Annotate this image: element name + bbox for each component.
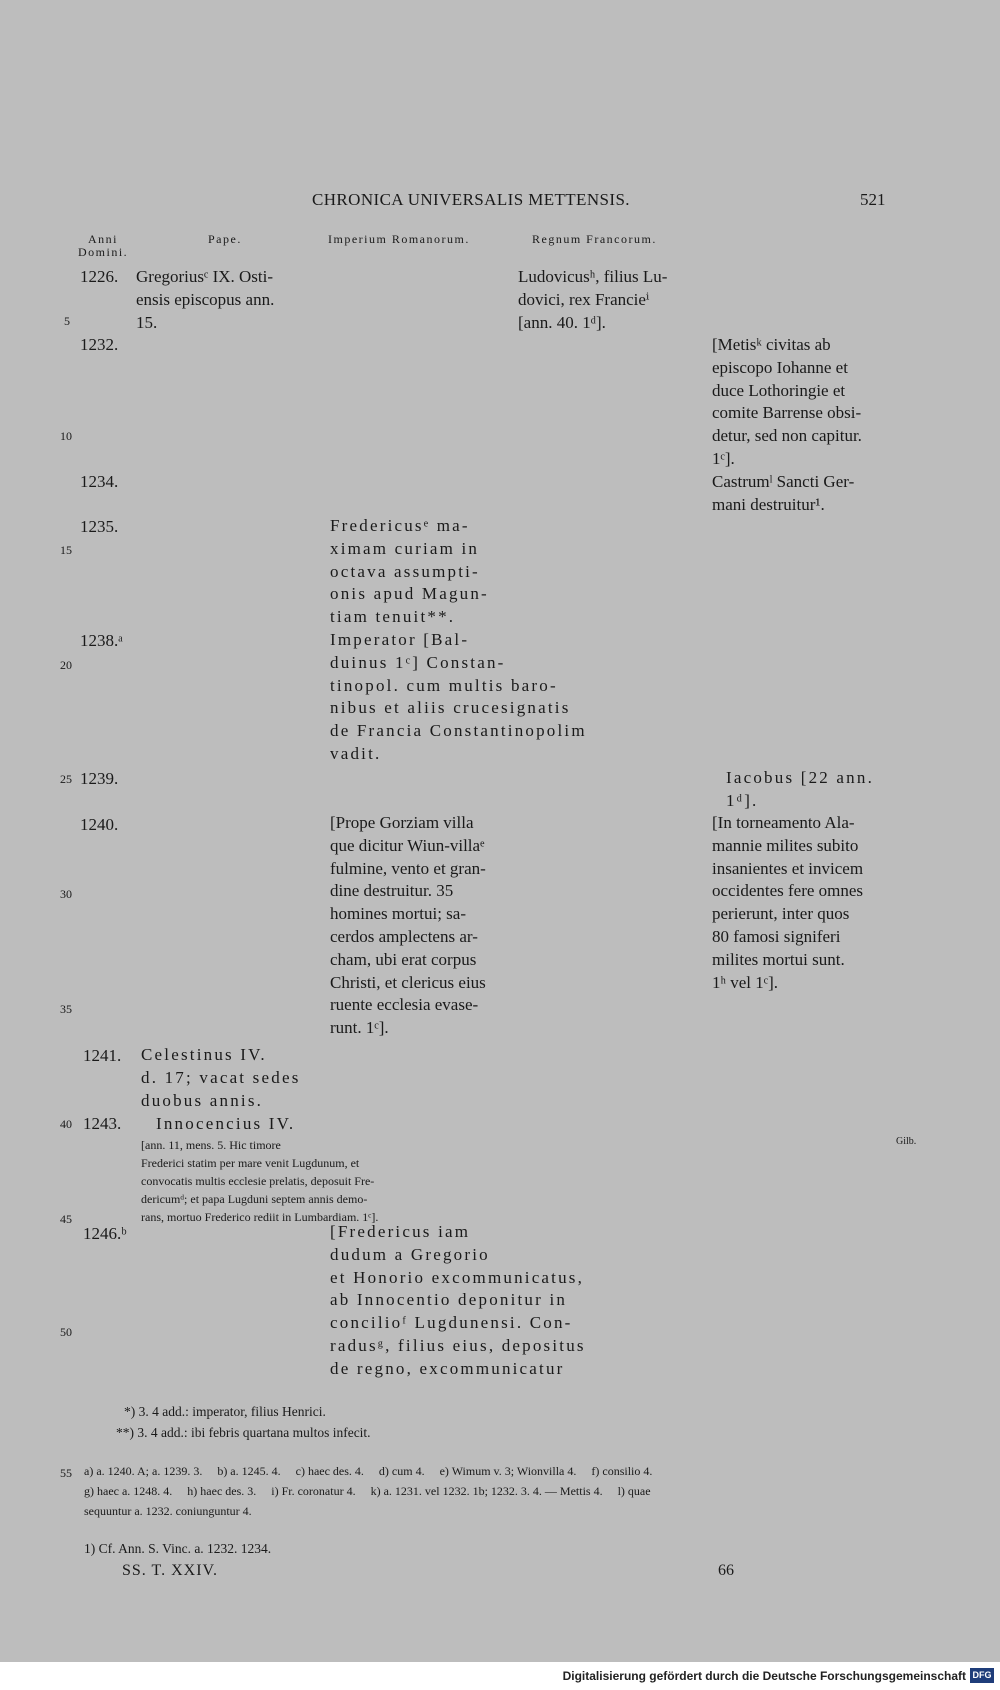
column-heading-anni: Anni (88, 232, 118, 246)
imperium-entry-1240: [Prope Gorziam villa que dicitur Wiun-villaᵉ fulmine, vento et gran- dine destruitur. 35 homines mortui; sa- cerdos amplectens ar- cham, ubi erat corpus Christi, et clericus eius ruente ecclesia evase- runt. 1ᶜ]. (330, 813, 486, 1038)
source-footnote: 1) Cf. Ann. S. Vinc. a. 1232. 1234. (84, 1541, 272, 1556)
year-entry: 1226. (80, 267, 119, 286)
line-number: 15 (60, 543, 72, 557)
sheet-number: 66 (718, 1562, 734, 1579)
year-entry: 1232. (80, 335, 119, 354)
volume-signature: SS. T. XXIV. (122, 1562, 219, 1579)
star-note: *) 3. 4 add.: imperator, filius Henrici. (124, 1404, 326, 1419)
pope-innocencius-note: [ann. 11, mens. 5. Hic timore Frederici statim per mare venit Lugdunum, et convocatis multis ecclesie prelatis, deposuit Fre- dericumᵈ; et papa Lugduni septem annis demo- rans, mortuo Frederico rediit in Lumbardiam. 1ᶜ]. (141, 1138, 379, 1224)
regnum-entry-1226: Ludovicusʰ, filius Lu- dovici, rex Francieⁱ [ann. 40. 1ᵈ]. (518, 267, 668, 332)
local-entry-1239: Iacobus [22 ann. 1ᵈ]. (726, 768, 875, 810)
column-heading-regnum: Regnum Francorum. (532, 232, 657, 246)
line-number: 10 (60, 429, 72, 443)
column-heading-imperium: Imperium Romanorum. (328, 232, 470, 246)
pope-innocencius-entry: Innocencius IV. (156, 1114, 296, 1133)
year-entry: 1246.ᵇ (83, 1224, 127, 1243)
pope-celestinus-entry: Celestinus IV. d. 17; vacat sedes duobus annis. (141, 1045, 301, 1110)
line-number: 40 (60, 1117, 72, 1131)
local-entry-1232: [Metisᵏ civitas ab episcopo Iohanne et duce Lothoringie et comite Barrense obsi- detur, sed non capitur. 1ᶜ]. (712, 335, 862, 468)
line-number: 20 (60, 658, 72, 672)
line-number: 25 (60, 772, 72, 786)
imperium-entry-1235: Fredericusᵉ ma- ximam curiam in octava assumpti- onis apud Magun- tiam tenuit**. (330, 516, 489, 627)
year-entry: 1241. (83, 1046, 122, 1065)
imperium-entry-1238: Imperator [Bal- duinus 1ᶜ] Constan- tinopol. cum multis baro- nibus et aliis crucesignatis de Francia Constantinopolim vadit. (330, 630, 587, 763)
year-entry: 1234. (80, 472, 119, 491)
apparatus-line: g) haec a. 1248. 4. h) haec des. 3. i) Fr. coronatur 4. k) a. 1231. vel 1232. 1b; 1232. 3. 4. — Mettis 4. l) quae (84, 1484, 651, 1498)
year-entry: 1240. (80, 815, 119, 834)
dfg-logo: DFG (970, 1668, 994, 1683)
apparatus-line: sequuntur a. 1232. coniunguntur 4. (84, 1504, 252, 1518)
line-number: 50 (60, 1325, 72, 1339)
year-entry: 1235. (80, 517, 119, 536)
line-number: 35 (60, 1002, 72, 1016)
column-heading-pape: Pape. (208, 232, 242, 246)
year-entry: 1239. (80, 769, 119, 788)
margin-note: Gilb. (896, 1136, 917, 1147)
local-entry-1240: [In torneamento Ala- mannie milites subito insanientes et invicem occidentes fere omnes perierunt, inter quos 80 famosi signiferi milites mortui sunt. 1ʰ vel 1ᶜ]. (712, 813, 864, 992)
double-star-note: **) 3. 4 add.: ibi febris quartana multos infecit. (116, 1425, 371, 1440)
pope-gregorius-entry: Gregoriusᶜ IX. Osti- ensis episcopus ann. 15. (136, 267, 275, 332)
line-number: 45 (60, 1212, 72, 1226)
line-number: 5 (64, 314, 70, 328)
imperium-entry-1246: [Fredericus iam dudum a Gregorio et Honorio excommunicatus, ab Innocentio deponitur in concilioᶠ Lugdunensi. Con- radusᵍ, filius eius, depositus de regno, excommunicatur (330, 1222, 586, 1378)
year-entry: 1238.ᵃ (80, 631, 123, 650)
apparatus-line: a) a. 1240. A; a. 1239. 3. b) a. 1245. 4. c) haec des. 4. d) cum 4. e) Wimum v. 3; Wionvilla 4. f) consilio 4. (84, 1464, 653, 1478)
digitization-footer (0, 1662, 1000, 1690)
local-entry-1234: Castrumˡ Sancti Ger- mani destruitur¹. (712, 472, 855, 514)
column-heading-domini: Domini. (78, 245, 129, 259)
year-entry: 1243. (83, 1114, 122, 1133)
line-number: 55 (60, 1466, 72, 1480)
page-number: 521 (860, 190, 886, 209)
funding-credit: Digitalisierung gefördert durch die Deutsche Forschungsgemeinschaft (562, 1669, 966, 1683)
line-number: 30 (60, 887, 72, 901)
running-title: CHRONICA UNIVERSALIS METTENSIS. (312, 190, 630, 209)
